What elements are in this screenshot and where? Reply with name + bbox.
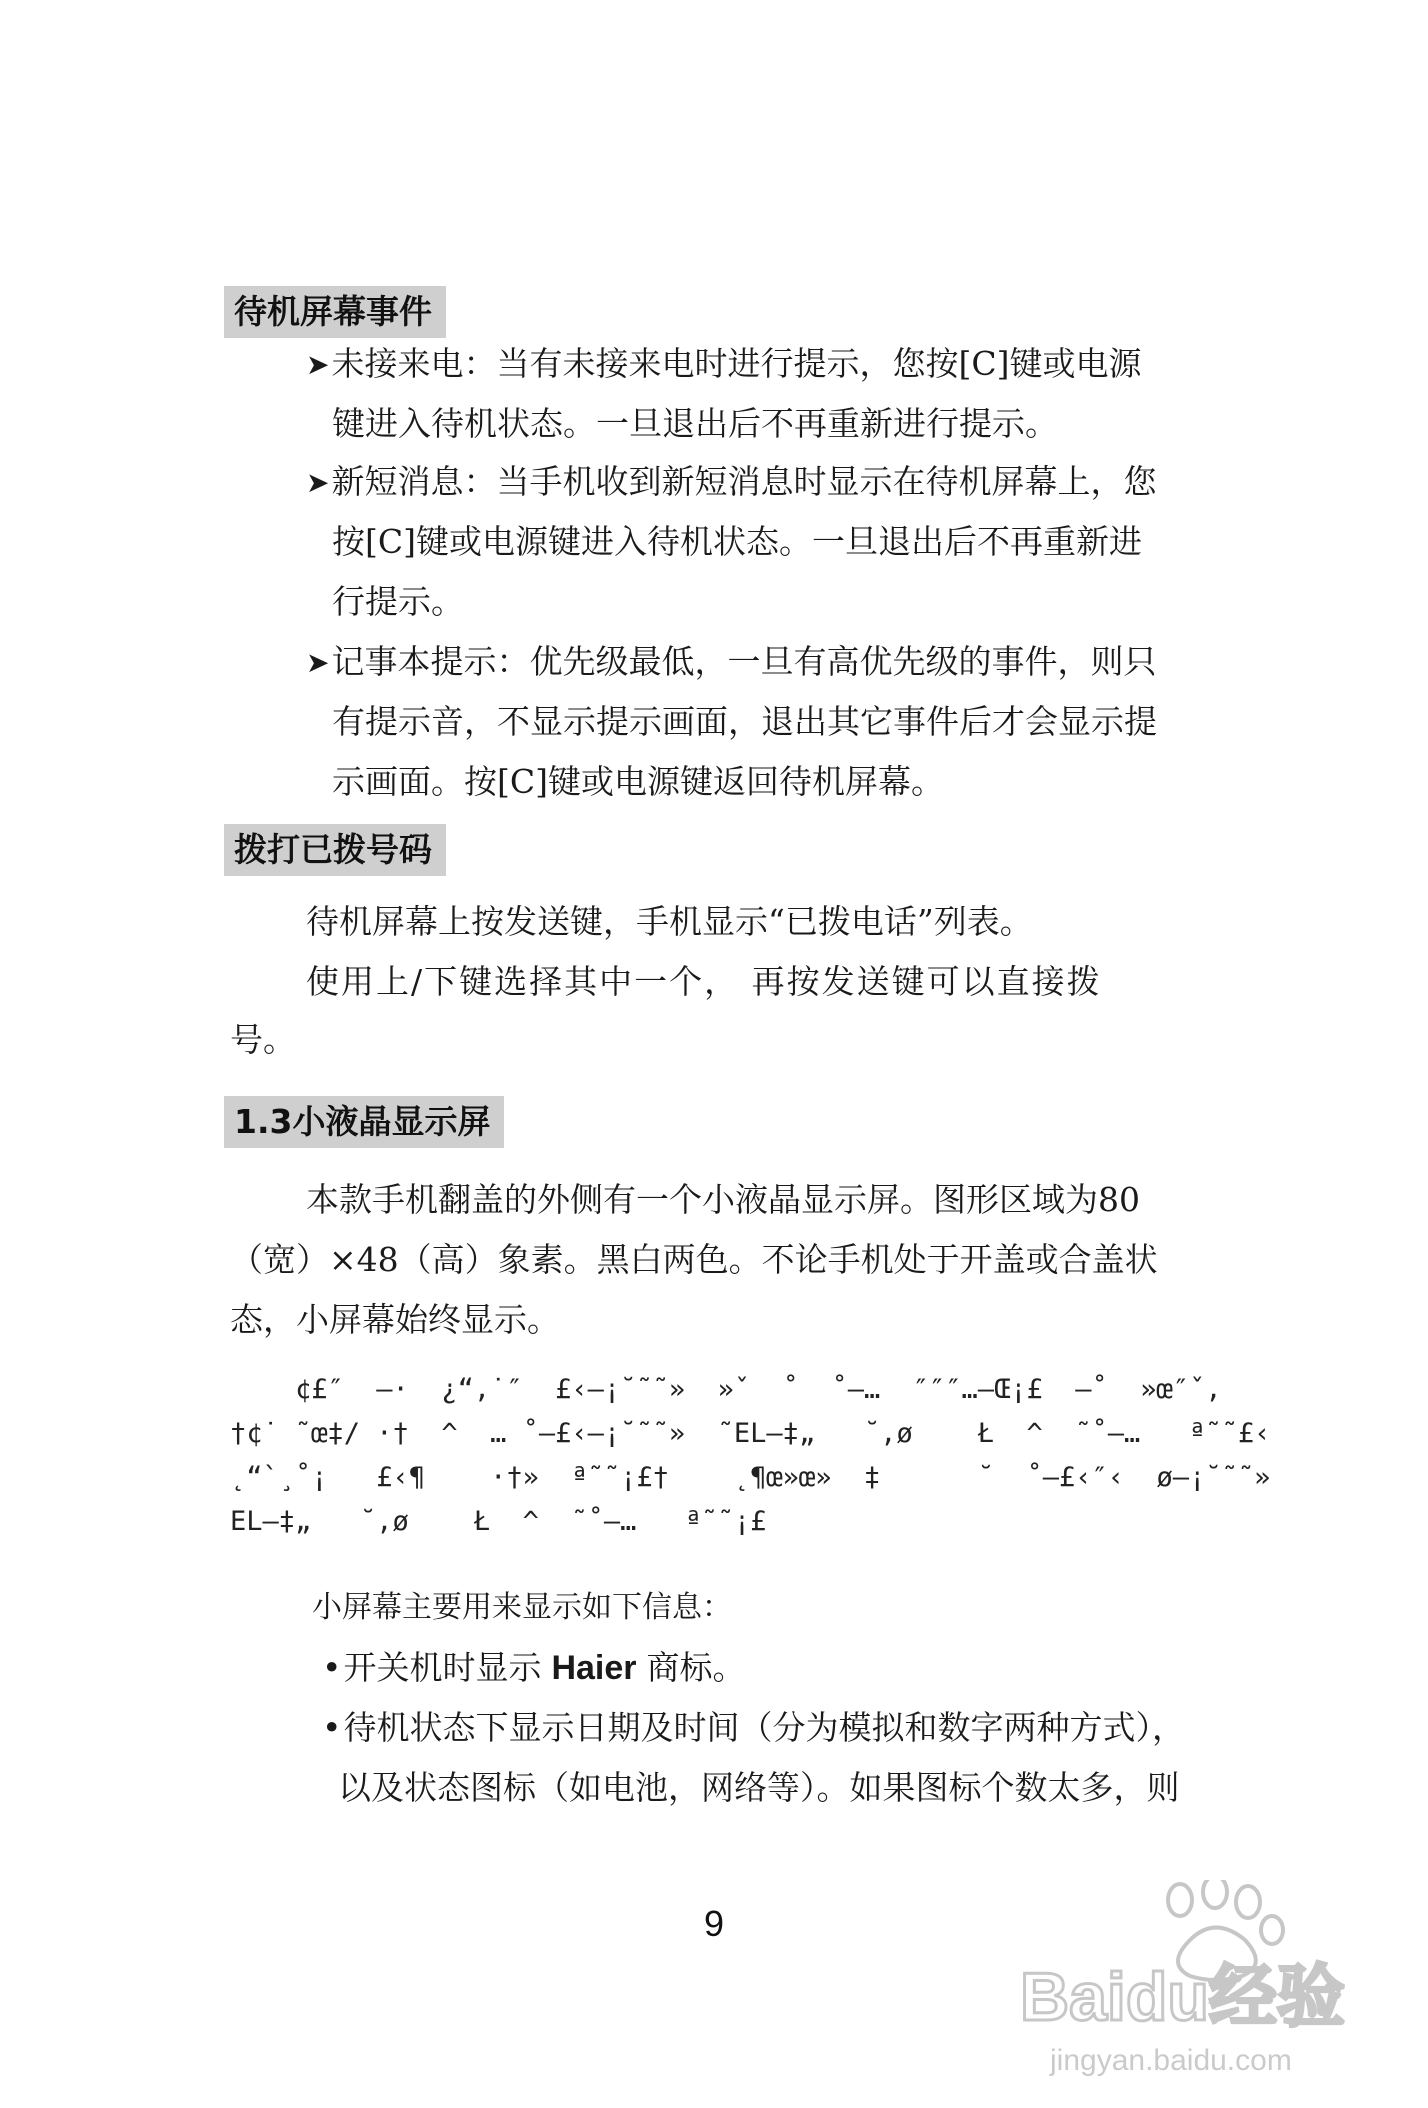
section-heading-redial: 拨打已拨号码	[224, 824, 446, 876]
standby-item-1-line-2: 键进入待机状态。一旦退出后不再重新进行提示。	[332, 404, 1058, 443]
small-lcd-line-1: 本款手机翻盖的外侧有一个小液晶显示屏。图形区域为80	[306, 1180, 1140, 1219]
haier-logo-text: Haier	[551, 1649, 637, 1687]
bullet-dot-icon: •	[322, 1648, 342, 1687]
small-lcd-bullet-2-line-2: 以及状态图标（如电池，网络等）。如果图标个数太多，则	[338, 1768, 1180, 1807]
standby-item-2-line-3: 行提示。	[332, 582, 464, 621]
bullet-dot-icon: •	[322, 1708, 342, 1747]
standby-item-2-line-1: ➤新短消息：当手机收到新短消息时显示在待机屏幕上，您	[306, 460, 1156, 506]
arrow-bullet-icon: ➤	[306, 348, 330, 381]
standby-item-1-line-1: ➤未接来电：当有未接来电时进行提示，您按[C]键或电源	[306, 342, 1141, 388]
standby-item-2-line-2: 按[C]键或电源键进入待机状态。一旦退出后不再重新进	[332, 522, 1142, 561]
garbled-text-line-4: EL–‡„ ˘,ø Ł ^ ˜˚–… ª˜˜¡£	[230, 1506, 767, 1537]
section-heading-small-lcd: 1.3小液晶显示屏	[224, 1096, 504, 1148]
garbled-text-line-2: †¢˙ ˜œ‡/ ·† ^ … ˚–£‹—¡˘˜˜» ˜EL–‡„ ˘,ø Ł ^ ˜˚–… ª˜˜£‹	[230, 1418, 1271, 1449]
garbled-text-line-3: ˛“`¸˚¡ £‹¶ ·†» ª˜˜¡£† ˛¶œ»œ» ‡ ˘ ˚–£‹″‹ ø—¡˘˜˜»	[230, 1462, 1271, 1493]
redial-line-1: 待机屏幕上按发送键，手机显示“已拨电话”列表。	[306, 902, 1033, 941]
redial-line-2: 使用上/下键选择其中一个， 再按发送键可以直接拨	[306, 962, 1102, 1001]
arrow-bullet-icon: ➤	[306, 466, 330, 499]
standby-item-3-line-3: 示画面。按[C]键或电源键返回待机屏幕。	[332, 762, 944, 801]
garbled-text-line-1: ¢£″ –· ¿“,˙″ £‹—¡˘˜˜» »ˇ ˚ ˚–… ″″″…–Œ¡£ –˚ »œ″ˇ,	[230, 1374, 1222, 1405]
section-heading-standby-events: 待机屏幕事件	[224, 286, 446, 338]
small-lcd-bullet-1: •开关机时显示 Haier 商标。	[322, 1646, 746, 1690]
baidu-brand-text: Baidu经验	[1020, 1959, 1345, 2035]
baidu-paw-icon	[1010, 1880, 1410, 2090]
small-lcd-line-3: 态，小屏幕始终显示。	[230, 1300, 560, 1339]
small-lcd-intro: 小屏幕主要用来显示如下信息：	[312, 1590, 732, 1625]
small-lcd-bullet-2-line-1: •待机状态下显示日期及时间（分为模拟和数字两种方式），	[322, 1706, 1185, 1750]
standby-item-3-line-1: ➤记事本提示：优先级最低，一旦有高优先级的事件，则只	[306, 640, 1156, 686]
small-lcd-line-2: （宽）×48（高）象素。黑白两色。不论手机处于开盖或合盖状	[230, 1240, 1158, 1279]
baidu-url-text: jingyan.baidu.com	[1050, 2044, 1292, 2077]
redial-line-3: 号。	[230, 1020, 296, 1059]
baidu-watermark	[1010, 1880, 1410, 2090]
page-number: 9	[703, 1903, 725, 1944]
standby-item-3-line-2: 有提示音，不显示提示画面，退出其它事件后才会显示提	[332, 702, 1157, 741]
arrow-bullet-icon: ➤	[306, 646, 330, 679]
